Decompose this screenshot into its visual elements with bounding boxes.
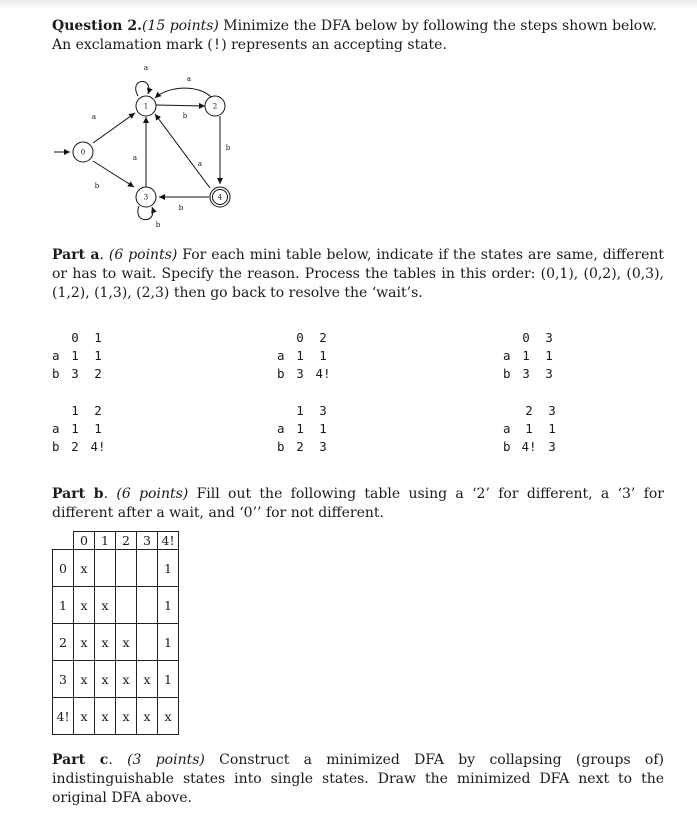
- mini-header: 0: [71, 330, 79, 345]
- question-points: (15 points): [141, 18, 219, 34]
- mini-cell: 1: [525, 421, 533, 436]
- grid-cell: [95, 550, 116, 587]
- grid-cell: x: [74, 550, 95, 587]
- mini-header: 3: [545, 330, 553, 345]
- mini-table-1-2: [52, 402, 112, 456]
- edge-0-3-label: b: [94, 182, 100, 190]
- mini-cell: 1: [296, 348, 304, 363]
- mini-row-label: b: [503, 366, 511, 381]
- part-b-label: Part b: [52, 486, 104, 502]
- grid-cell: x: [95, 661, 116, 698]
- grid-row-label: 0: [53, 550, 74, 587]
- grid-cell: x: [137, 698, 158, 735]
- grid-row-2: [53, 624, 179, 661]
- part-b-body: Fill out the following table using a ‘2’ for different, a ‘3’ for different after a wait, and ‘0’’ for not different.: [52, 486, 665, 521]
- grid-row-label: 2: [53, 624, 74, 661]
- edge-4-3-label: b: [178, 204, 184, 212]
- mini-header: 1: [296, 403, 304, 418]
- edge-1-2: [156, 105, 205, 106]
- edge-2-1-label: a: [186, 75, 192, 83]
- grid-cell: x: [95, 587, 116, 624]
- state-3-label: 3: [143, 193, 149, 202]
- mini-cell: 3: [548, 439, 556, 454]
- mini-row-label: a: [52, 348, 60, 363]
- grid-cell: x: [74, 698, 95, 735]
- mini-cell: 2: [296, 439, 304, 454]
- mini-header: 0: [296, 330, 304, 345]
- part-c-body: Construct a minimized DFA by collapsing (groups of) indistinguishable states into single states. Draw the minimized DFA next to the original DFA above.: [52, 752, 665, 806]
- mini-cell: 1: [71, 421, 79, 436]
- mini-header: 2: [525, 403, 533, 418]
- loop-1-label: a: [143, 64, 149, 72]
- edge-4-1-label: a: [197, 160, 203, 168]
- mini-row-label: a: [503, 348, 511, 363]
- grid-row-1: [53, 587, 179, 624]
- grid-cell: 1: [158, 661, 179, 698]
- mini-cell: 1: [545, 348, 553, 363]
- grid-col-header: 0: [74, 532, 95, 550]
- mini-row-label: b: [277, 439, 285, 454]
- part-c-text: [52, 751, 664, 808]
- grid-col-header: 1: [95, 532, 116, 550]
- mini-row-label: a: [277, 421, 285, 436]
- loop-3-label: b: [155, 221, 161, 229]
- loop-3: [138, 206, 153, 220]
- grid-row-0: [53, 550, 179, 587]
- edge-1-2-label: b: [182, 112, 188, 120]
- mini-row-label: b: [52, 366, 60, 381]
- grid-cell: [116, 587, 137, 624]
- mini-cell: 3: [319, 439, 327, 454]
- mini-row-label: b: [277, 366, 285, 381]
- grid-cell: [137, 587, 158, 624]
- question-intro: [52, 17, 664, 55]
- part-a-text: [52, 246, 664, 303]
- grid-col-header: 4!: [158, 532, 179, 550]
- grid-cell: 1: [158, 624, 179, 661]
- mini-header: 1: [94, 330, 102, 345]
- grid-cell: x: [74, 661, 95, 698]
- mini-row-label: a: [52, 421, 60, 436]
- mini-cell: 4!: [315, 366, 331, 381]
- mini-cell: 1: [548, 421, 556, 436]
- mini-row-label: a: [277, 348, 285, 363]
- grid-col-header: 3: [137, 532, 158, 550]
- edge-0-1: [93, 113, 135, 143]
- mini-table-0-2: [277, 329, 337, 383]
- part-a-points: (6 points): [108, 247, 178, 263]
- part-c-points: (3 points): [127, 752, 205, 768]
- mini-cell: 2: [71, 439, 79, 454]
- part-c-label: Part c: [52, 752, 109, 768]
- mini-cell: 2: [94, 366, 102, 381]
- mini-cell: 3: [522, 366, 530, 381]
- grid-row-label: 4!: [53, 698, 74, 735]
- distinguishability-table: [52, 531, 179, 735]
- mini-cell: 1: [319, 421, 327, 436]
- grid-cell: x: [95, 698, 116, 735]
- grid-row-4: [53, 698, 179, 735]
- part-b-text: [52, 485, 664, 523]
- edge-0-1-label: a: [91, 113, 97, 121]
- mini-cell: 4!: [90, 439, 106, 454]
- mini-cell: 1: [94, 348, 102, 363]
- mini-header: 3: [548, 403, 556, 418]
- grid-row-label: 1: [53, 587, 74, 624]
- mini-header: 2: [94, 403, 102, 418]
- state-2-label: 2: [212, 102, 218, 111]
- grid-cell: x: [74, 624, 95, 661]
- question-label: Question 2.: [52, 18, 142, 34]
- edge-2-1: [155, 88, 211, 98]
- mini-cell: 1: [522, 348, 530, 363]
- mini-cell: 1: [296, 421, 304, 436]
- grid-cell: x: [158, 698, 179, 735]
- grid-cell: [116, 550, 137, 587]
- mini-table-0-3: [503, 329, 563, 383]
- exclamation-mark: !: [212, 37, 222, 53]
- grid-cell: x: [74, 587, 95, 624]
- grid-cell: x: [116, 624, 137, 661]
- grid-cell: x: [95, 624, 116, 661]
- mini-table-1-3: [277, 402, 337, 456]
- mini-header: 0: [522, 330, 530, 345]
- part-b-points: (6 points): [116, 486, 189, 502]
- mini-cell: 1: [71, 348, 79, 363]
- grid-header-row: [53, 532, 179, 550]
- grid-cell: [137, 624, 158, 661]
- mini-table-2-3: [503, 402, 563, 456]
- edge-2-4-label: b: [225, 144, 231, 152]
- edge-4-1: [155, 114, 210, 188]
- part-a-body: For each mini table below, indicate if the states are same, different or has to wait. Specify the reason. Process the tables in this order: (0,1), (0,2), (0,3), (1,2), (1,3), (2,3) then go back to resolve the ‘wait’s.: [52, 247, 664, 301]
- mini-cell: 1: [319, 348, 327, 363]
- top-shadow: [0, 0, 697, 10]
- grid-row-3: [53, 661, 179, 698]
- mini-cell: 3: [296, 366, 304, 381]
- mini-header: 1: [71, 403, 79, 418]
- grid-row-label: 3: [53, 661, 74, 698]
- mini-header: 2: [319, 330, 327, 345]
- state-1-label: 1: [143, 102, 149, 111]
- dfa-diagram: [48, 62, 248, 230]
- part-b-dot: .: [103, 486, 117, 502]
- grid-corner: [53, 532, 74, 550]
- mini-row-label: a: [503, 421, 511, 436]
- mini-cell: 3: [71, 366, 79, 381]
- mini-cell: 1: [94, 421, 102, 436]
- question-text-2: An exclamation mark (: [52, 37, 213, 53]
- part-a-label: Part a: [52, 247, 100, 263]
- question-text-1: Minimize the DFA below by following the steps shown below.: [218, 18, 658, 34]
- mini-cell: 3: [545, 366, 553, 381]
- grid-cell: 1: [158, 550, 179, 587]
- grid-cell: [137, 550, 158, 587]
- loop-1: [136, 81, 149, 96]
- state-4-label: 4: [217, 193, 223, 202]
- mini-row-label: b: [52, 439, 60, 454]
- part-a-dot: .: [99, 247, 109, 263]
- edge-3-1-label: a: [132, 154, 138, 162]
- part-c-dot: .: [108, 752, 128, 768]
- grid-cell: x: [116, 698, 137, 735]
- grid-col-header: 2: [116, 532, 137, 550]
- mini-cell: 4!: [521, 439, 537, 454]
- grid-cell: x: [137, 661, 158, 698]
- grid-cell: x: [116, 661, 137, 698]
- mini-header: 3: [319, 403, 327, 418]
- question-text-3: ) represents an accepting state.: [221, 37, 447, 53]
- mini-row-label: b: [503, 439, 511, 454]
- grid-cell: 1: [158, 587, 179, 624]
- state-0-label: 0: [80, 148, 86, 157]
- mini-table-0-1: [52, 329, 112, 383]
